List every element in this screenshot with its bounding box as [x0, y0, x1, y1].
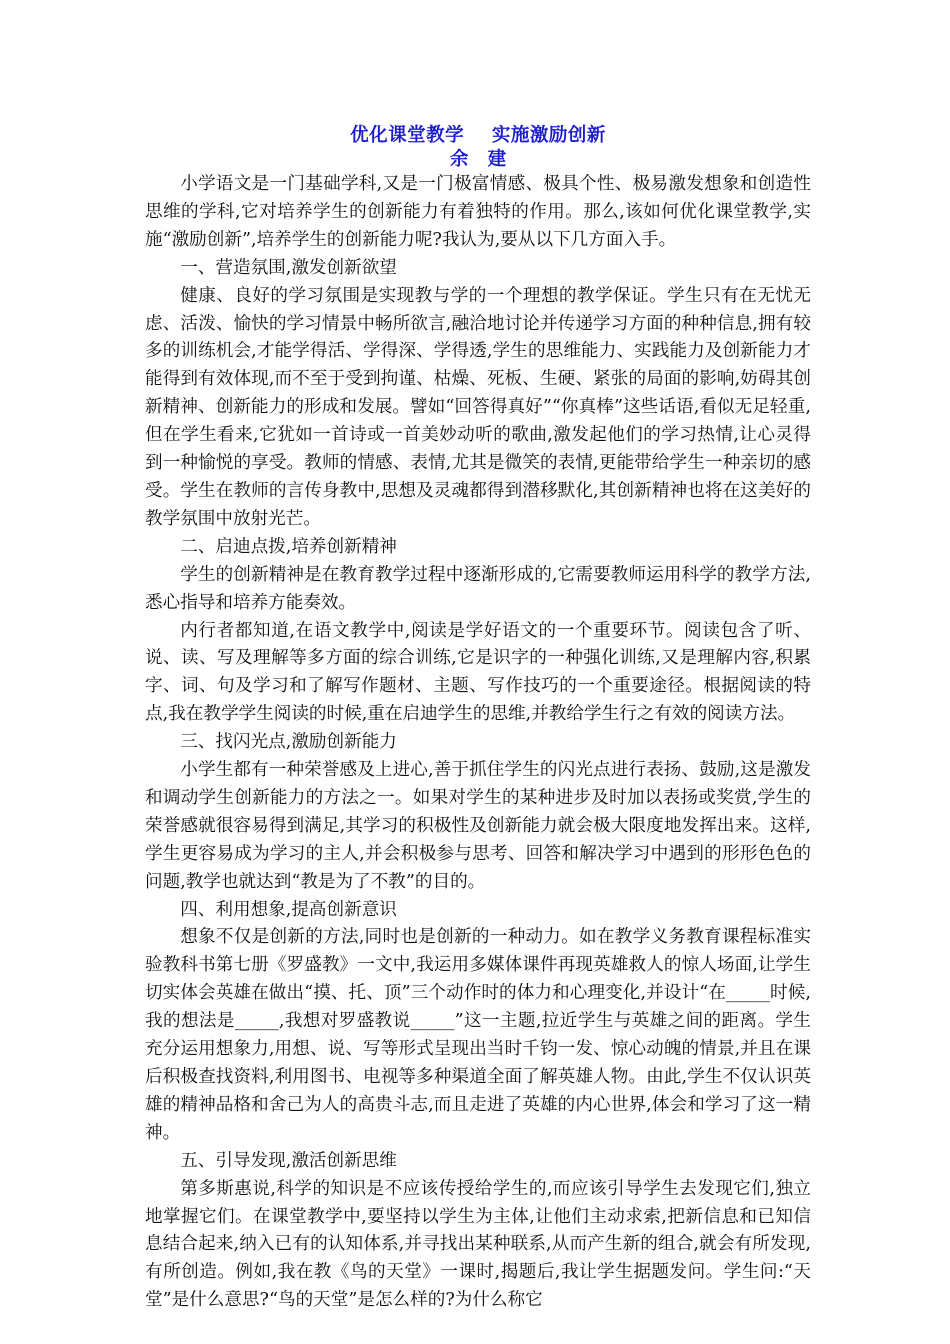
section-heading-5: 五、引导发现,激活创新思维 — [180, 1150, 397, 1171]
section-1-paragraph-1: 健康、良好的学习氛围是实现教与学的一个理想的教学保证。学生只有在无忧无虑、活泼、愉快的学习情景中畅所欲言,融洽地讨论并传递学习方面的种种信息,拥有较多的训练机会,才能学得活、学得深、学得透,学生的思维能力、实践能力及创新能力才能得到有效体现,而不至于受到拘谨、枯燥、死板、生硬、紧张的局面的影响,妨碍其创新精神、创新能力的形成和发展。譬如“回答得真好”“你真棒”这些话语,看似无足轻重,但在学生看来,它犹如一首诗或一首美妙动听的歌曲,激发起他们的学习热情,让心灵得到一种愉悦的享受。教师的情感、表情,尤其是微笑的表情,更能带给学生一种亲切的感受。学生在教师的言传身教中,思想及灵魂都得到潜移默化,其创新精神也将在这美好的教学氛围中放射光芒。 — [145, 285, 811, 529]
document-body — [145, 122, 811, 1315]
section-5-paragraph-1: 第多斯惠说,科学的知识是不应该传授给学生的,而应该引导学生去发现它们,独立地掌握它们。在课堂教学中,要坚持以学生为主体,让他们主动求索,把新信息和已知信息结合起来,纳入已有的认知体系,并寻找出某种联系,从而产生新的组合,就会有所发现,有所创造。例如,我在教《鸟的天堂》一课时,揭题后,我让学生据题发问。学生问:“天堂”是什么意思?“鸟的天堂”是怎么样的?为什么称它 — [145, 1178, 811, 1311]
section-heading-4: 四、利用想象,提高创新意识 — [180, 899, 397, 920]
intro-paragraph: 小学语文是一门基础学科,又是一门极富情感、极具个性、极易激发想象和创造性思维的学科,它对培养学生的创新能力有着独特的作用。那么,该如何优化课堂教学,实施“激励创新”,培养学生的创新能力呢?我认为,要从以下几方面入手。 — [145, 174, 811, 250]
section-heading-3: 三、找闪光点,激励创新能力 — [180, 732, 397, 753]
section-4-paragraph-1: 想象不仅是创新的方法,同时也是创新的一种动力。如在教学义务教育课程标准实验教科书第七册《罗盛教》一文中,我运用多媒体课件再现英雄救人的惊人场面,让学生切实体会英雄在做出“摸、托、顶”三个动作时的体力和心理变化,并设计“在_____时候,我的想法是_____,我想对罗盛教说_____”这一主题,拉近学生与英雄之间的距离。学生充分运用想象力,用想、说、写等形式呈现出当时千钧一发、惊心动魄的情景,并且在课后积极查找资料,利用图书、电视等多种渠道全面了解英雄人物。由此,学生不仅认识英雄的精神品格和舍己为人的高贵斗志,而且走进了英雄的内心世界,体会和学习了这一精神。 — [145, 927, 811, 1143]
section-2-paragraph-1: 学生的创新精神是在教育教学过程中逐渐形成的,它需要教师运用科学的教学方法,悉心指导和培养方能奏效。 — [145, 564, 811, 613]
section-heading-2: 二、启迪点拨,培养创新精神 — [180, 536, 397, 557]
section-3-paragraph-1: 小学生都有一种荣誉感及上进心,善于抓住学生的闪光点进行表扬、鼓励,这是激发和调动学生创新能力的方法之一。如果对学生的某种进步及时加以表扬或奖赏,学生的荣誉感就很容易得到满足,其学习的积极性及创新能力就会极大限度地发挥出来。这样,学生更容易成为学习的主人,并会积极参与思考、回答和解决学习中遇到的形形色色的问题,教学也就达到“教是为了不教”的目的。 — [145, 760, 811, 892]
section-2-paragraph-2: 内行者都知道,在语文教学中,阅读是学好语文的一个重要环节。阅读包含了听、说、读、写及理解等多方面的综合训练,它是识字的一种强化训练,又是理解内容,积累字、词、句及学习和了解写作题材、主题、写作技巧的一个重要途径。根据阅读的特点,我在教学学生阅读的时候,重在启迪学生的思维,并教给学生行之有效的阅读方法。 — [145, 620, 811, 725]
document-title: 优化课堂教学 实施激励创新 — [350, 125, 606, 146]
section-heading-1: 一、营造氛围,激发创新欲望 — [180, 257, 397, 278]
document-author: 余 建 — [449, 149, 507, 170]
